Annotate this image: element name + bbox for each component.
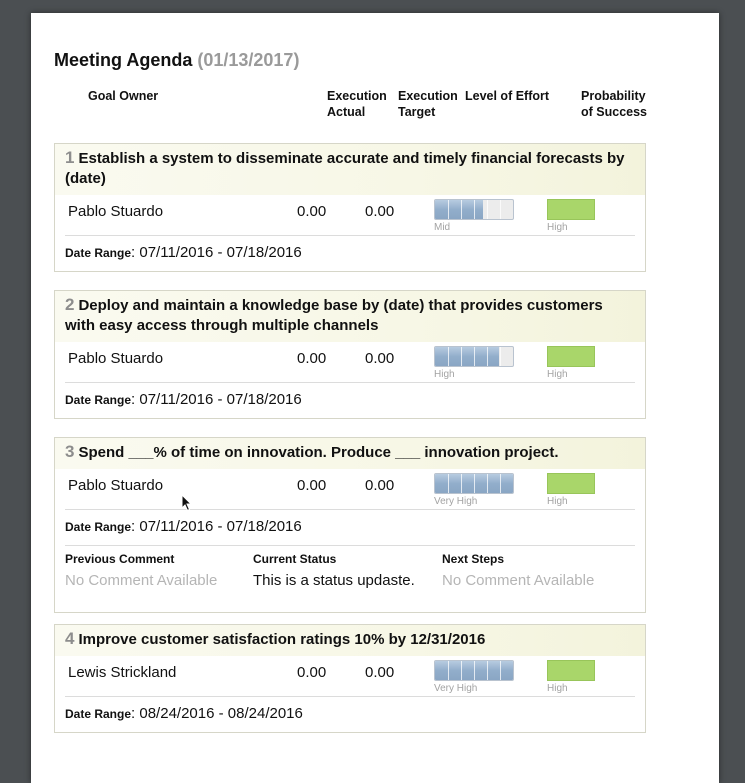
goal-title — [55, 291, 645, 342]
date-range-label: Date Range — [65, 520, 132, 534]
goal-row — [65, 342, 635, 383]
goal-card-1 — [54, 143, 646, 272]
goal-title — [55, 144, 645, 195]
probability-label: High — [547, 496, 568, 507]
agenda-date: (01/13/2017) — [197, 50, 300, 70]
mouse-cursor-icon — [181, 494, 193, 512]
col-execution-target: Execution Target — [398, 89, 458, 119]
goal-card-4 — [54, 624, 646, 733]
effort-label: Very High — [434, 496, 478, 507]
goal-row — [65, 469, 635, 510]
goal-title — [55, 438, 645, 469]
date-range-value: 07/11/2016 - 07/18/2016 — [139, 391, 302, 408]
date-range: Date Range: 07/11/2016 - 07/18/2016 — [65, 391, 302, 408]
goal-title — [55, 625, 645, 656]
goal-number: 4 — [65, 629, 75, 648]
goal-row — [65, 656, 635, 697]
goal-owner: Lewis Strickland — [68, 664, 177, 681]
date-range-label: Date Range — [65, 393, 132, 407]
date-range-value: 07/11/2016 - 07/18/2016 — [139, 518, 302, 535]
execution-target: 0.00 — [365, 477, 395, 494]
effort-bar — [434, 346, 514, 367]
probability-box — [547, 660, 595, 681]
execution-actual: 0.00 — [297, 664, 327, 681]
goal-title-text: Deploy and maintain a knowledge base by (date) that provides customers with easy access through multiple channels — [65, 297, 603, 334]
previous-comment-value: No Comment Available — [65, 572, 218, 589]
goal-number: 1 — [65, 148, 75, 167]
date-range-label: Date Range — [65, 707, 132, 721]
date-range-value: 08/24/2016 - 08/24/2016 — [139, 705, 303, 722]
execution-target: 0.00 — [365, 350, 395, 367]
probability-box — [547, 346, 595, 367]
goal-number: 2 — [65, 295, 75, 314]
goal-owner: Pablo Stuardo — [68, 350, 164, 367]
effort-meter — [434, 346, 514, 380]
page-title — [54, 50, 299, 71]
probability-indicator — [547, 199, 595, 233]
goal-number: 3 — [65, 442, 75, 461]
probability-indicator — [547, 346, 595, 380]
date-range: Date Range: 08/24/2016 - 08/24/2016 — [65, 705, 303, 722]
previous-comment — [65, 552, 217, 589]
execution-target: 0.00 — [365, 203, 395, 220]
probability-label: High — [547, 222, 568, 233]
date-range: Date Range: 07/11/2016 - 07/18/2016 — [65, 518, 302, 535]
effort-label: Mid — [434, 222, 451, 233]
col-execution-actual: Execution Actual — [327, 89, 387, 119]
probability-label: High — [547, 683, 568, 694]
effort-meter — [434, 199, 514, 233]
goal-title-text: Spend ___% of time on innovation. Produce ___ innovation project. — [78, 444, 559, 461]
previous-comment-header: Previous Comment — [65, 552, 175, 566]
effort-meter — [434, 473, 514, 507]
goal-card-2 — [54, 290, 646, 419]
execution-actual: 0.00 — [297, 477, 327, 494]
current-status — [253, 552, 415, 589]
goal-title-text: Improve customer satisfaction ratings 10% by 12/31/2016 — [78, 631, 486, 648]
execution-actual: 0.00 — [297, 350, 327, 367]
goal-title-text: Establish a system to disseminate accurate and timely financial forecasts by (date) — [65, 150, 625, 187]
date-range-value: 07/11/2016 - 07/18/2016 — [139, 244, 302, 261]
effort-bar — [434, 660, 514, 681]
probability-indicator — [547, 660, 595, 694]
probability-box — [547, 199, 595, 220]
next-steps-value: No Comment Available — [442, 572, 595, 589]
goal-owner: Pablo Stuardo — [68, 477, 164, 494]
col-goal-owner: Goal Owner — [88, 89, 159, 103]
goal-row — [65, 195, 635, 236]
goal-card-3 — [54, 437, 646, 613]
probability-label: High — [547, 369, 568, 380]
effort-bar — [434, 199, 514, 220]
current-status-value: This is a status updaste. — [253, 572, 415, 589]
date-range: Date Range: 07/11/2016 - 07/18/2016 — [65, 244, 302, 261]
col-level-of-effort: Level of Effort — [465, 89, 550, 103]
goal-owner: Pablo Stuardo — [68, 203, 164, 220]
next-steps — [442, 552, 594, 589]
date-range-label: Date Range — [65, 246, 132, 260]
next-steps-header: Next Steps — [442, 552, 505, 566]
current-status-header: Current Status — [253, 552, 337, 566]
effort-bar — [434, 473, 514, 494]
probability-box — [547, 473, 595, 494]
comments-section — [65, 545, 635, 612]
col-probability-of-success: Probability of Success — [581, 89, 648, 119]
execution-actual: 0.00 — [297, 203, 327, 220]
effort-meter — [434, 660, 514, 694]
effort-label: Very High — [434, 683, 478, 694]
probability-indicator — [547, 473, 595, 507]
agenda-title: Meeting Agenda — [54, 50, 193, 70]
execution-target: 0.00 — [365, 664, 395, 681]
effort-label: High — [434, 369, 455, 380]
